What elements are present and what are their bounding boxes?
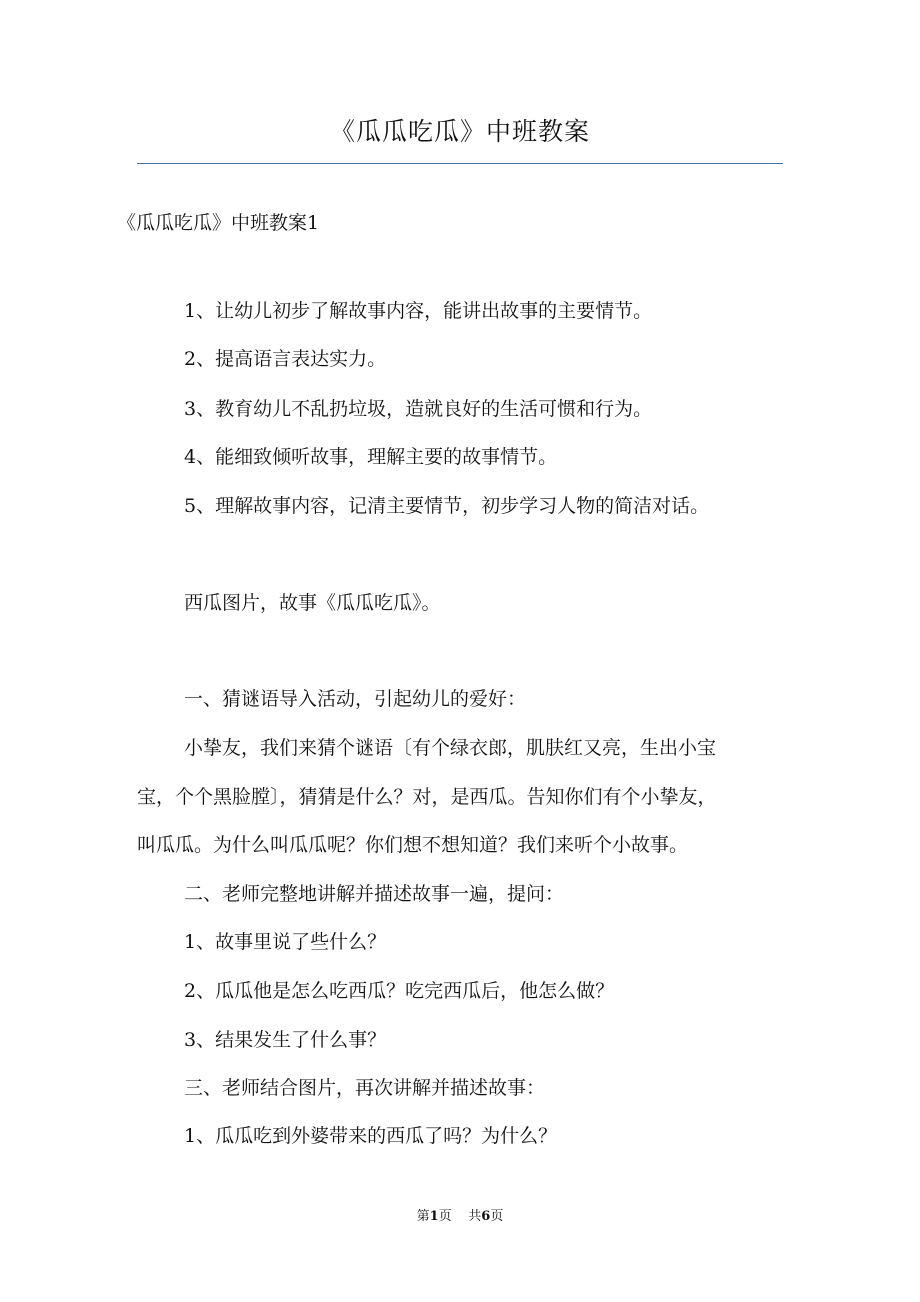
document-title: 《瓜瓜吃瓜》中班教案 xyxy=(329,117,590,146)
total-suffix: 页 xyxy=(490,1209,504,1224)
materials-line: 西瓜图片，故事《瓜瓜吃瓜》。 xyxy=(184,592,441,614)
total-pages: 6 xyxy=(481,1209,491,1224)
paragraph-line: 小挚友，我们来猜个谜语〔有个绿衣郎，肌肤红又亮，生出小宝 xyxy=(184,737,717,759)
page-footer xyxy=(0,1209,920,1225)
paragraph-line: 宝，个个黑脸膛〕，猜猜是什么？对，是西瓜。告知你们有个小挚友， xyxy=(137,786,717,808)
total-prefix: 共 xyxy=(468,1209,482,1224)
page-suffix: 页 xyxy=(438,1209,452,1224)
page-number: 1 xyxy=(429,1209,439,1224)
title-divider xyxy=(137,163,783,164)
lesson-subtitle: 《瓜瓜吃瓜》中班教案1 xyxy=(117,212,320,234)
paragraph-line: 叫瓜瓜。为什么叫瓜瓜呢？你们想不想知道？我们来听个小故事。 xyxy=(137,834,689,856)
goal-item: 4、能细致倾听故事，理解主要的故事情节。 xyxy=(184,446,558,468)
question-item: 1、瓜瓜吃到外婆带来的西瓜了吗？为什么？ xyxy=(184,1125,558,1147)
goal-item: 2、提高语言表达实力。 xyxy=(184,348,387,370)
goal-item: 5、理解故事内容，记清主要情节，初步学习人物的简洁对话。 xyxy=(184,495,710,517)
process-heading: 三、老师结合图片，再次讲解并描述故事： xyxy=(184,1077,546,1099)
process-heading: 二、老师完整地讲解并描述故事一遍，提问： xyxy=(184,883,565,905)
question-item: 3、结果发生了什么事？ xyxy=(184,1029,387,1051)
goal-item: 1、让幼儿初步了解故事内容，能讲出故事的主要情节。 xyxy=(184,300,653,322)
question-item: 1、故事里说了些什么？ xyxy=(184,931,387,953)
page-prefix: 第 xyxy=(416,1209,430,1224)
question-item: 2、瓜瓜他是怎么吃西瓜？吃完西瓜后，他怎么做？ xyxy=(184,980,615,1002)
process-heading: 一、猜谜语导入活动，引起幼儿的爱好： xyxy=(184,688,527,710)
goal-item: 3、教育幼儿不乱扔垃圾，造就良好的生活可惯和行为。 xyxy=(184,398,653,420)
